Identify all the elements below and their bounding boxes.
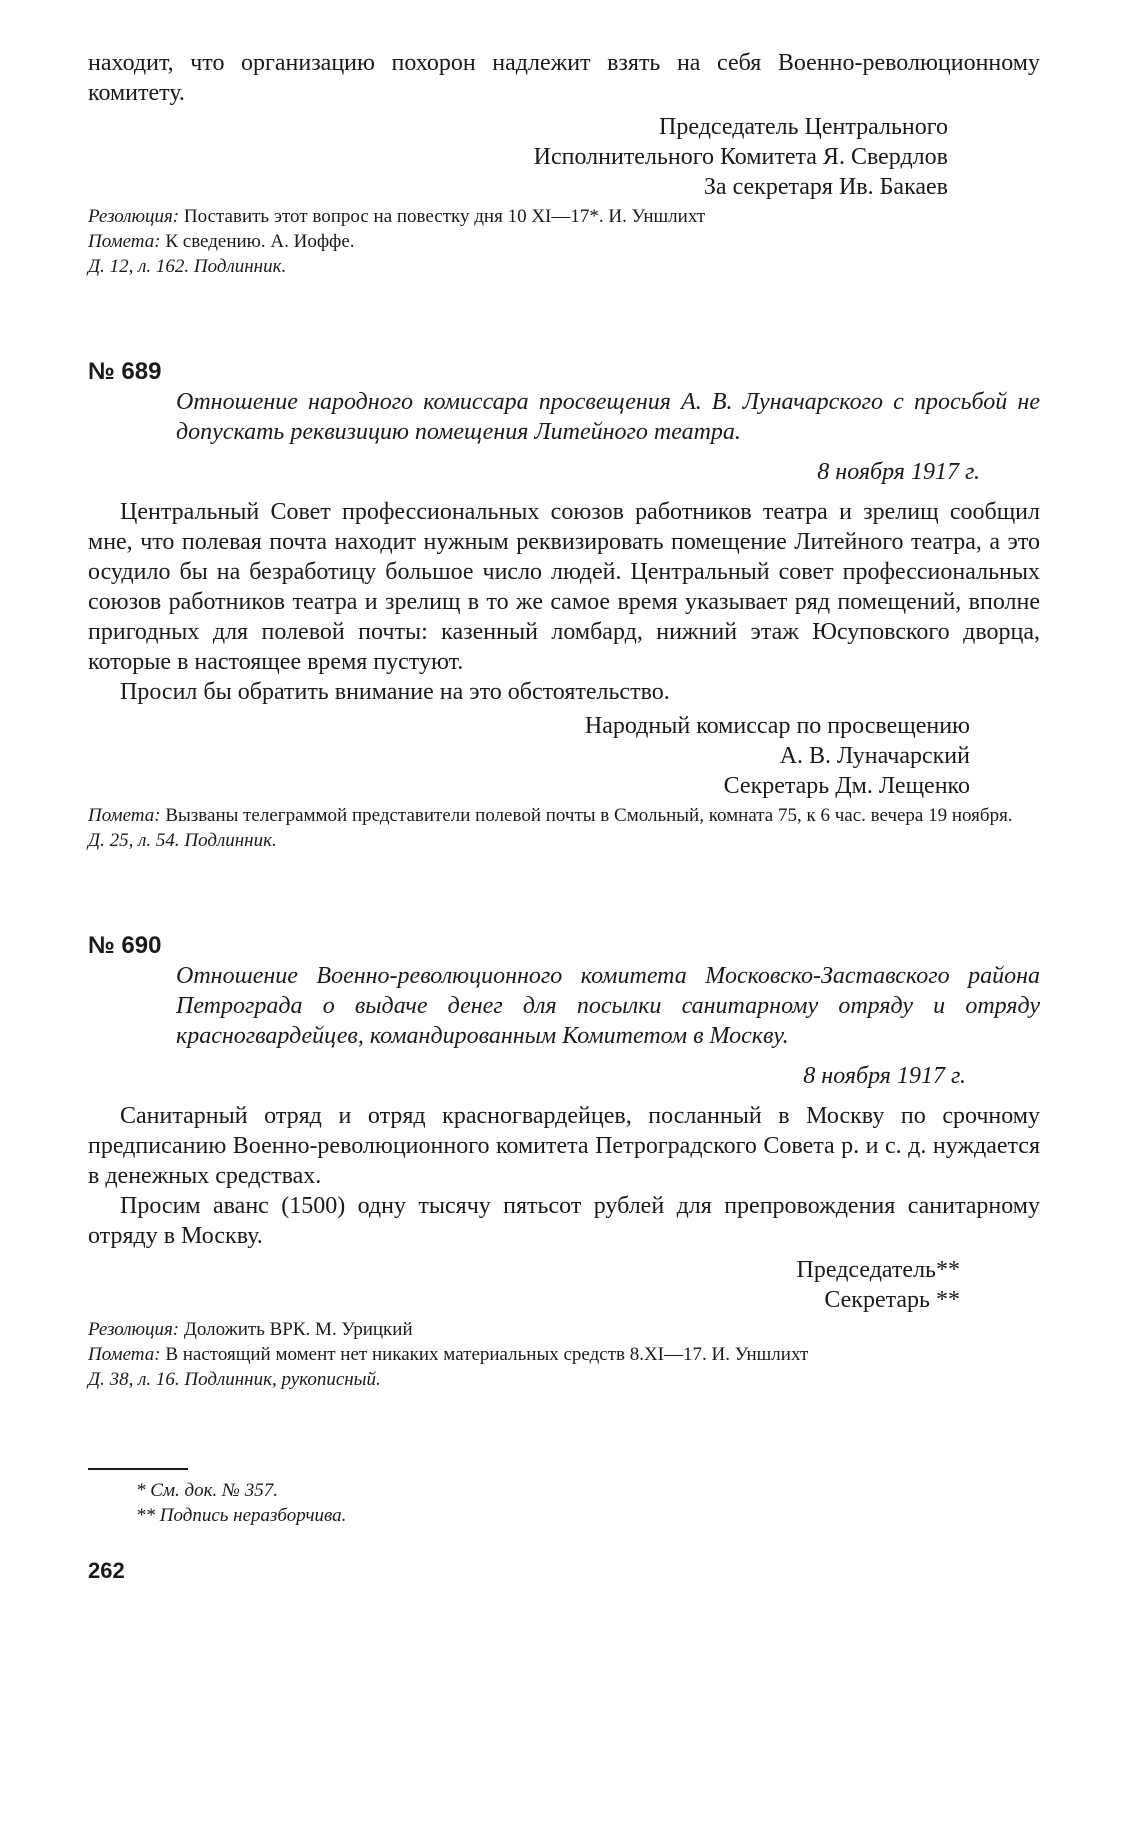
note-text: Поставить этот вопрос на повестку дня 10 XI—17*. И. Уншлихт bbox=[183, 206, 706, 227]
resolution-note bbox=[88, 204, 1040, 229]
signature-line: А. В. Луначарский bbox=[779, 743, 970, 769]
footnote: ** Подпись неразборчива. bbox=[136, 1505, 347, 1526]
signature-line: Исполнительного Комитета Я. Свердлов bbox=[533, 144, 948, 170]
mark-note bbox=[88, 229, 1040, 254]
footnote-divider bbox=[88, 1468, 188, 1470]
body-paragraph: Центральный Совет профессиональных союзов работников театра и зрелищ сообщил мне, что полевая почта находит нужным реквизировать помещение Литейного театра, а это осудило бы на безработицу большое число людей. Центральный совет профессиональных союзов работников театра и зрелищ в то же самое время указывает ряд помещений, вполне пригодных для полевой почты: казенный ломбард, нижний этаж Юсуповского дворца, которые в настоящее время пустуют. bbox=[88, 499, 1040, 675]
archive-source: Д. 38, л. 16. Подлинник, рукописный. bbox=[88, 1369, 381, 1390]
note-label: Помета: bbox=[88, 805, 161, 826]
archive-source: Д. 25, л. 54. Подлинник. bbox=[88, 830, 277, 851]
note-text: Вызваны телеграммой представители полевой почты в Смольный, комната 75, к 6 час. вечера 19 ноября. bbox=[165, 805, 1013, 826]
body-paragraph: Санитарный отряд и отряд красногвардейцев, посланный в Москву по срочному предписанию Военно-революционного комитета Петроградского Совета р. и с. д. нуждается в денежных средствах. bbox=[88, 1103, 1040, 1189]
page-number: 262 bbox=[88, 1558, 125, 1583]
note-text: В настоящий момент нет никаких материальных средств 8.XI—17. И. Уншлихт bbox=[165, 1344, 809, 1365]
document-date: 8 ноября 1917 г. bbox=[817, 459, 980, 485]
document-title: Отношение народного комиссара просвещения А. В. Луначарского с просьбой не допускать реквизицию помещения Литейного театра. bbox=[176, 389, 1040, 445]
document-title: Отношение Военно-революционного комитета Московско-Заставского района Петрограда о выдаче денег для посылки санитарному отряду и отряду красногвардейцев, командированным Комитетом в Москву. bbox=[176, 963, 1040, 1049]
note-label: Помета: bbox=[88, 1344, 161, 1365]
doc689-signature bbox=[88, 711, 1040, 801]
note-label: Резолюция: bbox=[88, 206, 180, 227]
intro-signature bbox=[88, 112, 1040, 202]
intro-paragraph: находит, что организацию похорон надлежит взять на себя Военно-революционному комитету. bbox=[88, 50, 1040, 106]
archive-source: Д. 12, л. 162. Подлинник. bbox=[88, 256, 287, 277]
document-number: № 689 bbox=[88, 358, 162, 385]
footnote: * См. док. № 357. bbox=[136, 1480, 278, 1501]
note-label: Помета: bbox=[88, 231, 161, 252]
mark-note bbox=[88, 1342, 1040, 1367]
mark-note bbox=[88, 803, 1040, 828]
document-date: 8 ноября 1917 г. bbox=[803, 1063, 966, 1089]
note-text: К сведению. А. Иоффе. bbox=[165, 231, 355, 252]
note-text: Доложить ВРК. М. Урицкий bbox=[183, 1319, 413, 1340]
body-paragraph: Просим аванс (1500) одну тысячу пятьсот рублей для препровождения санитарному отряду в Москву. bbox=[88, 1193, 1040, 1249]
signature-line: Народный комиссар по просвещению bbox=[584, 713, 970, 739]
signature-line: Председатель Центрального bbox=[659, 114, 948, 140]
note-label: Резолюция: bbox=[88, 1319, 180, 1340]
signature-line: Секретарь ** bbox=[824, 1287, 960, 1313]
signature-line: За секретаря Ив. Бакаев bbox=[703, 174, 948, 200]
signature-line: Председатель** bbox=[796, 1257, 960, 1283]
signature-line: Секретарь Дм. Лещенко bbox=[723, 773, 970, 799]
doc690-signature bbox=[88, 1255, 1040, 1315]
document-number: № 690 bbox=[88, 932, 162, 959]
document-page bbox=[88, 48, 1040, 1584]
resolution-note bbox=[88, 1317, 1040, 1342]
body-paragraph: Просил бы обратить внимание на это обстоятельство. bbox=[120, 679, 670, 705]
